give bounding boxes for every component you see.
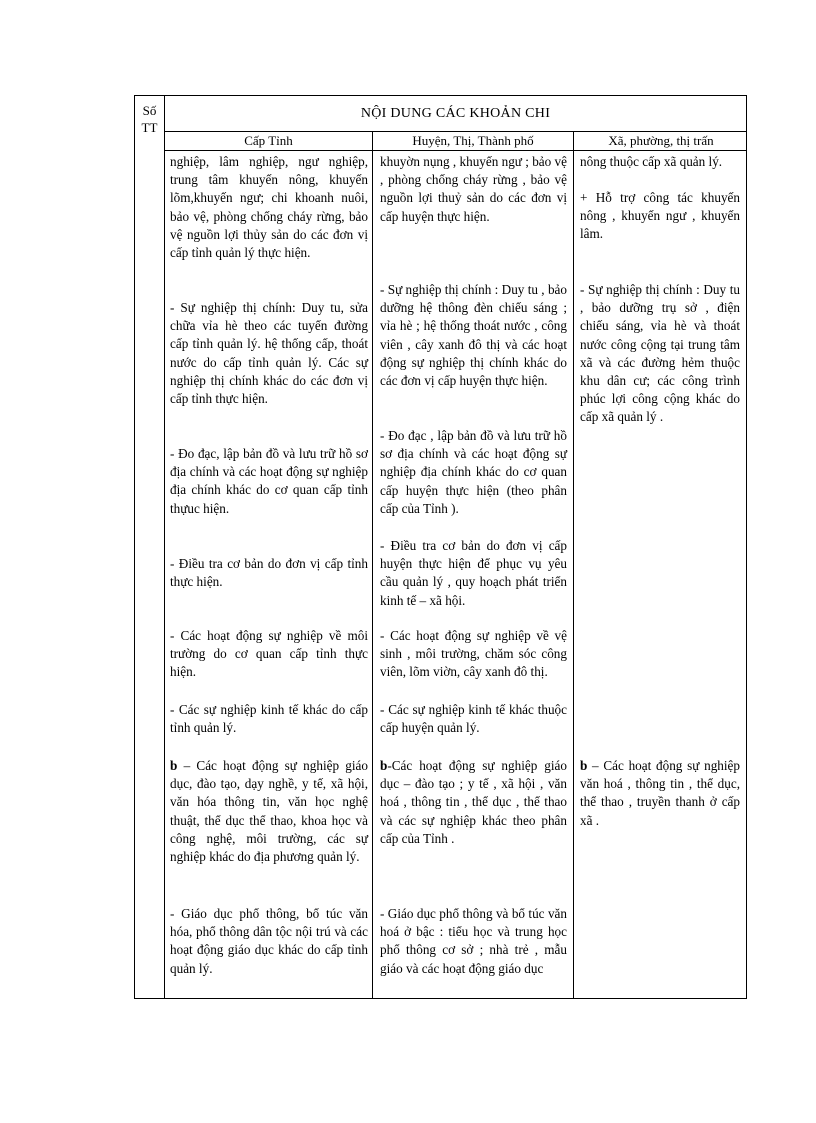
stt-column-divider [164, 96, 165, 998]
paragraph: b – Các hoạt động sự nghiệp giáo dục, đào tạo, dạy nghề, y tế, xã hội, văn hóa thông tin, văn học nghệ thuật, thể dục thể thao, khoa học và công nghệ, môi trường, các sự nghiệp khác do địa phương quản lý. [170, 758, 368, 865]
paragraph: - Các sự nghiệp kinh tế khác thuộc cấp huyện quản lý. [380, 702, 567, 736]
column-header-province: Cấp Tỉnh [244, 133, 293, 148]
paragraph: - Sự nghiệp thị chính : Duy tu , bảo dưỡng hệ thông đèn chiếu sáng ; vỉa hè ; hệ thống thoát nước , công viên , cây xanh đô thị và các hoạt động sự nghiệp thị chính khác do các đơn vị cấp huyện thực hiện. [380, 282, 567, 389]
column-header-district: Huyện, Thị, Thành phố [412, 133, 534, 148]
main-header: NỘI DUNG CÁC KHOẢN CHI [360, 106, 551, 121]
paragraph: nông thuộc cấp xã quản lý. [580, 154, 723, 169]
paragraph: - Đo đạc, lập bản đồ và lưu trữ hồ sơ địa chính và các hoạt động sự nghiệp địa chính khác do cơ quan cấp tỉnh thựuc hiện. [170, 446, 368, 516]
paragraph: nghiệp, lâm nghiệp, ngư nghiệp, trung tâm khuyến nông, khuyến lõm,khuyến ngư; chi khoanh nuôi, bảo vệ, phòng chống cháy rừng, bảo vệ nguồn lợi thủy sản do các đơn vị cấp tỉnh quản lý thực hiện. [170, 154, 368, 261]
paragraph: khuyờn nụng , khuyến ngư ; bảo vệ , phòng chống cháy rừng , bảo vệ nguồn lợi thuỷ sản do các đơn vị cấp huyện thực hiện. [380, 154, 568, 224]
subheader-divider [164, 150, 746, 151]
paragraph: - Các hoạt động sự nghiệp về môi trường do cơ quan cấp tỉnh thực hiện. [170, 628, 368, 680]
paragraph: - Điều tra cơ bản do đơn vị cấp tỉnh thực hiện. [170, 556, 368, 590]
paragraph: - Sự nghiệp thị chính : Duy tu , bảo dưỡng trụ sở , điện chiếu sáng, vỉa hè và thoát nước công cộng tại trung tâm xã và các đường hẻm thuộc khu dân cư; các công trình phúc lợi công cộng khác do cấp xã quản lý . [580, 282, 740, 425]
header-divider [164, 131, 746, 132]
expenditure-table [134, 95, 747, 999]
paragraph: - Giáo dục phổ thông, bổ túc văn hóa, phổ thông dân tộc nội trú và các hoạt động giáo dục khác do cấp tỉnh quản lý. [170, 906, 368, 976]
paragraph: - Điều tra cơ bản do đơn vị cấp huyện thực hiện để phục vụ yêu cầu quản lý , quy hoạch phát triển kinh tế – xã hội. [380, 538, 567, 608]
paragraph: - Các sự nghiệp kinh tế khác do cấp tỉnh quản lý. [170, 702, 368, 736]
paragraph: - Giáo dục phổ thông và bổ túc văn hoá ở bậc : tiểu học và trung học phổ thông cơ sở ; nhà trẻ , mẫu giáo và các hoạt động giáo dục [380, 906, 567, 976]
paragraph: + Hỗ trợ công tác khuyến nông , khuyến ngư , khuyến lâm. [580, 190, 740, 242]
paragraph: b-Các hoạt động sự nghiệp giáo dục – đào tạo ; y tế , xã hội , văn hoá , thông tin , thể dục , thể thao và các sự nghiệp khác theo phân cấp của Tỉnh . [380, 758, 567, 846]
stt-header: Số TT [141, 103, 158, 135]
paragraph: - Các hoạt động sự nghiệp về vệ sinh , môi trường, chăm sóc công viên, lõm viờn, cây xanh đô thị. [380, 628, 567, 680]
paragraph: - Sự nghiệp thị chính: Duy tu, sửa chữa vỉa hè theo các tuyến đường cấp tỉnh quản lý. hệ thống cấp, thoát nước do cấp tỉnh quản lý. Các sự nghiệp thị chính khác do các đơn vị cấp tỉnh thực hiện. [170, 300, 368, 407]
paragraph: - Đo đạc , lập bản đồ và lưu trữ hồ sơ địa chính và các hoạt động sự nghiệp địa chính khác do cơ quan cấp huyện thực hiện (theo phân cấp của Tỉnh ). [380, 428, 567, 516]
column-divider-1 [372, 132, 373, 998]
column-header-commune: Xã, phường, thị trấn [608, 133, 714, 148]
column-divider-2 [573, 132, 574, 998]
paragraph: b – Các hoạt động sự nghiệp văn hoá , thông tin , thể dục, thể thao , truyền thanh ở cấp xã . [580, 758, 740, 828]
